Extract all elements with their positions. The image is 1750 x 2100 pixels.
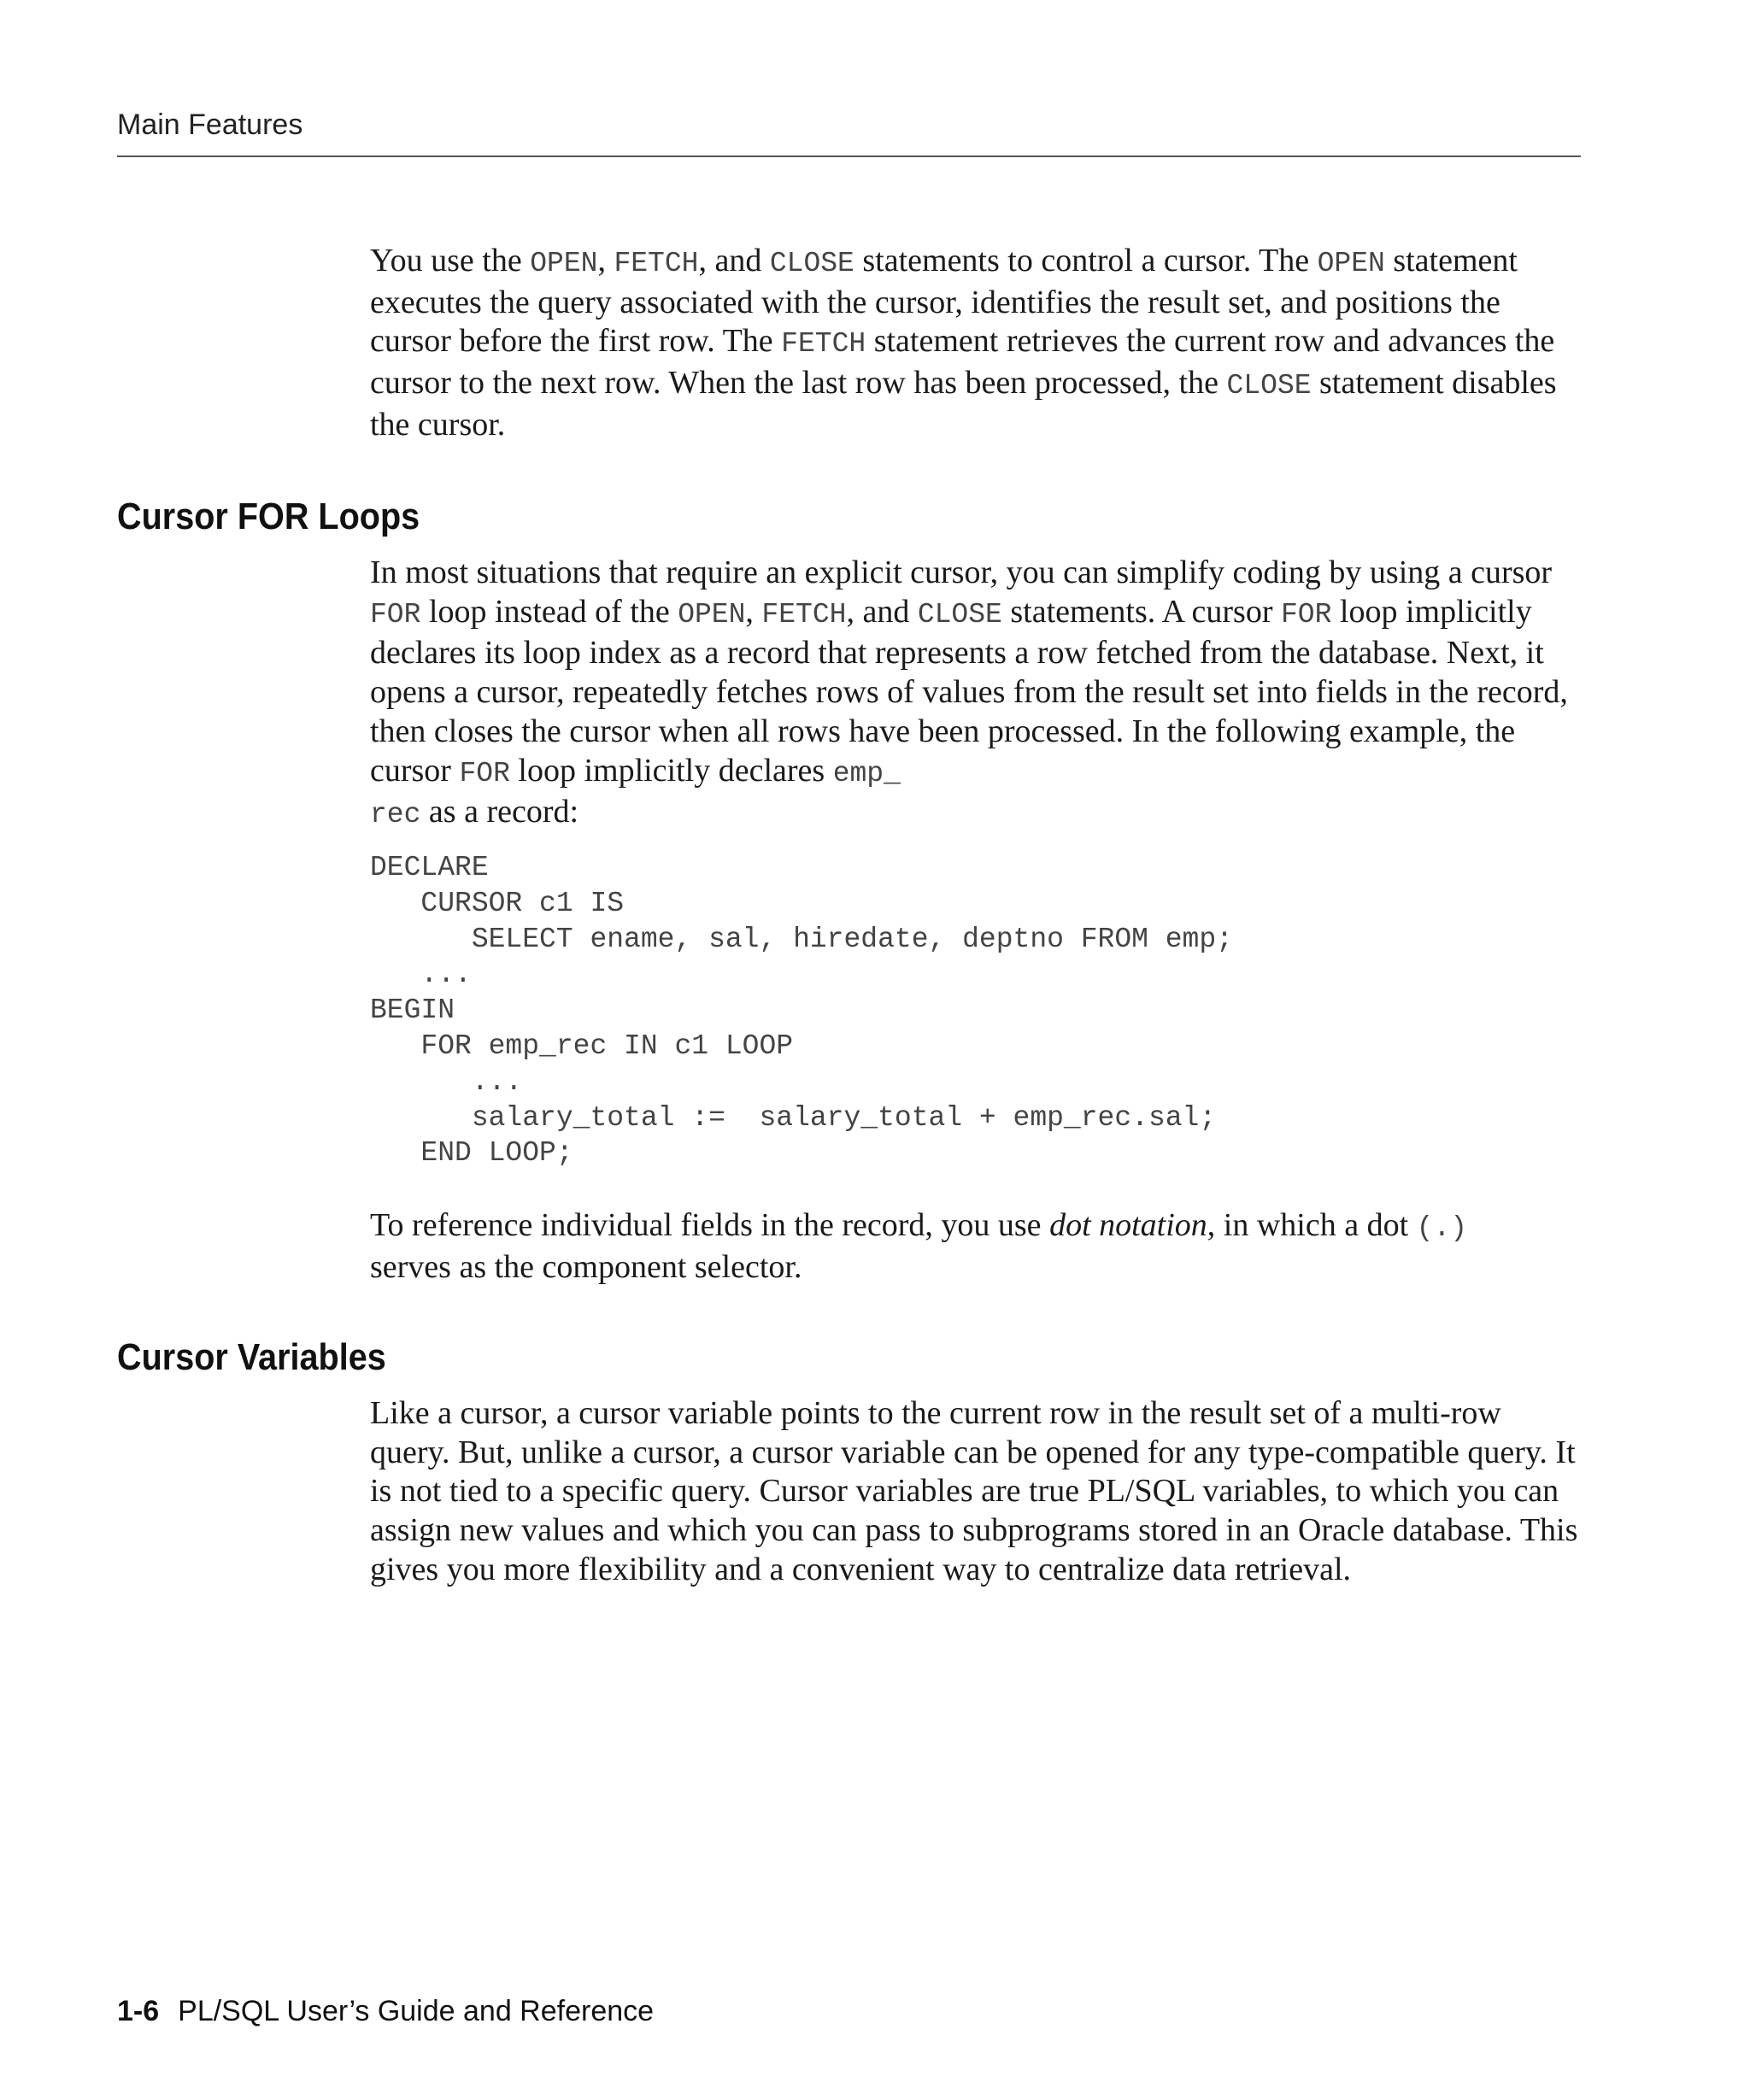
cursor-for-loops-paragraph: In most situations that require an explicit cursor, you can simplify coding by using a cursor FOR loop instead of the OPEN, FETCH, and CLOSE statements. A cursor FOR loop implicitly declares its loop index as a record that represents a row fetched from the database. Next, it opens a cursor, repeatedly fetches rows of values from the result set into fields in the record, then closes the cursor when all rows have been processed. In the following example, the cursor FOR loop implicitly declares emp_ rec as a record:: [370, 554, 1568, 831]
inline-code: FETCH: [781, 328, 866, 361]
code-line: DECLARE: [370, 852, 489, 883]
code-example: [370, 850, 1233, 1171]
inline-code: FOR: [1280, 598, 1332, 631]
inline-code: (.): [1416, 1212, 1468, 1244]
code-line: ...: [370, 959, 472, 991]
code-line: SELECT ename, sal, hiredate, deptno FROM emp;: [370, 923, 1233, 955]
code-line: salary_total := salary_total + emp_rec.sal;: [370, 1101, 1217, 1134]
inline-code: CLOSE: [917, 598, 1002, 631]
page-footer: [117, 1994, 654, 2028]
code-line: CURSOR c1 IS: [370, 887, 625, 919]
intro-paragraph: You use the OPEN, FETCH, and CLOSE statements to control a cursor. The OPEN statement executes the query associated with the cursor, identifies the result set, and positions the cursor before the first row. The FETCH statement retrieves the current row and advances the cursor to the next row. When the last row has been processed, the CLOSE statement disables the cursor.: [370, 243, 1557, 443]
cursor-variables-paragraph: Like a cursor, a cursor variable points to the current row in the result set of a multi-row query. But, unlike a cursor, a cursor variable can be opened for any type-compatible query. It is not tied to a specific query. Cursor variables are true PL/SQL variables, to which you can assign new values and which you can pass to subprograms stored in an Oracle database. This gives you more flexibility and a convenient way to centralize data retrieval.: [370, 1395, 1578, 1587]
emphasis: dot notation: [1049, 1207, 1207, 1243]
inline-code: CLOSE: [1226, 370, 1312, 402]
inline-code: FOR: [370, 598, 421, 631]
book-title: PL/SQL User’s Guide and Reference: [178, 1995, 655, 2027]
inline-code: CLOSE: [769, 248, 854, 279]
inline-code: FETCH: [761, 598, 847, 631]
section-heading-cursor-variables: Cursor Variables: [117, 1336, 386, 1378]
code-line: END LOOP;: [370, 1137, 573, 1170]
inline-code: FOR: [459, 757, 510, 789]
dot-notation-paragraph: To reference individual fields in the record, you use dot notation, in which a dot (.) serves as the component selector.: [370, 1207, 1468, 1285]
inline-code: rec: [370, 799, 421, 831]
page-number: 1-6: [117, 1995, 160, 2027]
inline-code: FETCH: [614, 248, 699, 279]
inline-code: OPEN: [1317, 248, 1385, 279]
header-rule: [117, 155, 1581, 157]
section-heading-cursor-for-loops: Cursor FOR Loops: [117, 496, 420, 537]
code-line: BEGIN: [370, 994, 455, 1027]
inline-code: OPEN: [530, 248, 598, 279]
code-line: ...: [370, 1065, 523, 1098]
running-header: Main Features: [117, 109, 303, 141]
code-line: FOR emp_rec IN c1 LOOP: [370, 1029, 794, 1062]
inline-code: OPEN: [678, 598, 746, 631]
inline-code: emp_: [832, 757, 901, 789]
